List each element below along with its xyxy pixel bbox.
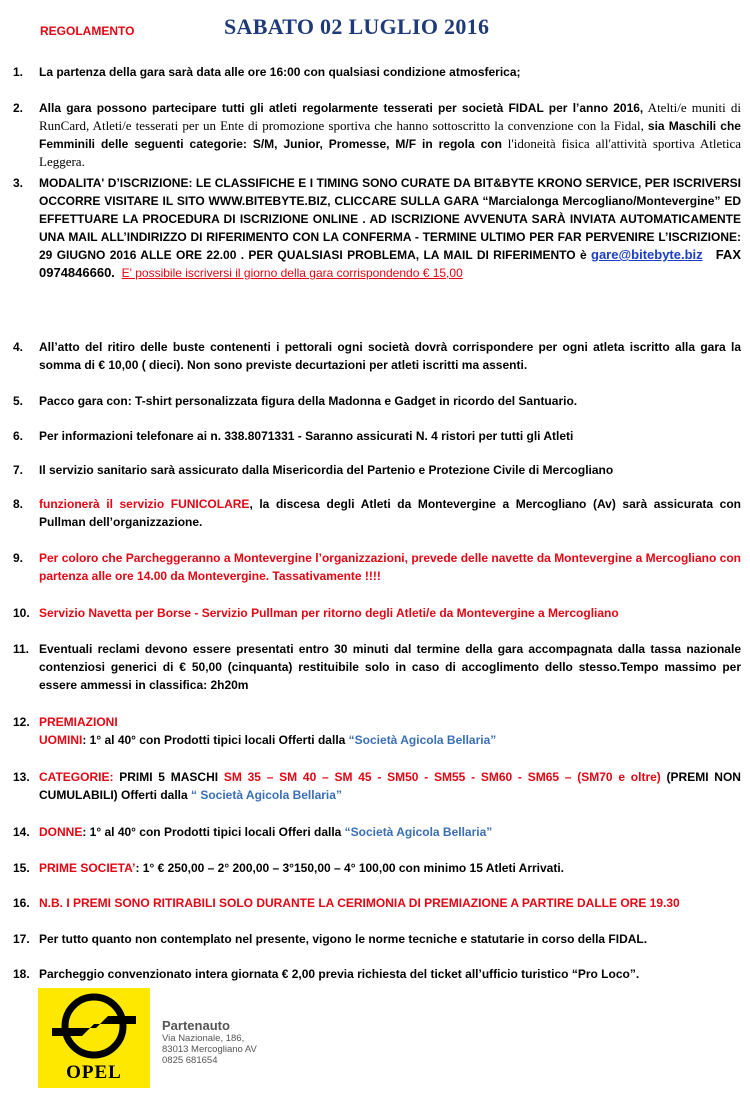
rule-text: All’atto del ritiro delle buste contenenti i pettorali ogni società dovrà corrispondere per ogni atleta iscritto alla gara la somma di € 10,00 ( dieci). Non sono previste decurtazioni per atleti iscritti ma assenti.: [39, 340, 741, 372]
rule-text: Il servizio sanitario sarà assicurato dalla Misericordia del Partenio e Protezione Civile di Mercogliano: [39, 463, 614, 477]
rule-14: [13, 823, 741, 841]
same-day-registration-note: E' possibile iscriversi il giorno della gara corrispondendo € 15,00: [121, 266, 463, 280]
rule-text: MODALITA' D’ISCRIZIONE: LE CLASSIFICHE E I TIMING SONO CURATE DA BIT&BYTE KRONO SERVICE, PER ISCRIVERSI OCCORRE VISITARE IL SITO WWW.BITEBYTE.BIZ, CLICCARE SULLA GARA “Marcialonga Mercogliano/Montevergine” ED EFFETTUARE LA PROCEDURA DI ISCRIZIONE ONLINE . AD ISCRIZIONE AVVENUTA SARÀ INVIATA AUTOMATICAMENTE UNA MAIL ALL’INDIRIZZO DI RIFERIMENTO CON LA CONFERMA - TERMINE ULTIMO PER FAR PERVENIRE L’ISCRIZIONE: 29 GIUGNO 2016 ALLE ORE 22.00 . PER QUALSIASI PROBLEMA, LA MAIL DI RIFERIMENTO è: [39, 176, 741, 262]
rule-10: [13, 604, 741, 622]
rule-7: [13, 461, 741, 479]
opel-logo: [38, 988, 150, 1088]
rule-number: 2.: [13, 101, 24, 115]
rule-number: 10.: [13, 606, 30, 620]
rule-text: Per tutto quanto non contemplato nel presente, vigono le norme tecniche e statutarie in corso della FIDAL.: [39, 932, 648, 946]
rule-text: l'idoneità fisica all'attività sportiva Atletica Leggera.: [39, 136, 741, 169]
sponsor-name: “Società Agicola Bellaria”: [348, 733, 497, 747]
opel-blitz-icon: [38, 988, 150, 1062]
rule-number: 16.: [13, 896, 30, 910]
rule-text: Per informazioni telefonare ai n. 338.8071331 - Saranno assicurati N. 4 ristori per tutti gli Atleti: [39, 429, 574, 443]
dealer-address-1: Via Nazionale, 186,: [162, 1033, 245, 1044]
rule-3: [13, 174, 741, 282]
email-link[interactable]: gare@bitebyte.biz: [591, 247, 703, 262]
rule-text: : 1° al 40° con Prodotti tipici locali Offeri dalla: [82, 825, 345, 839]
rule-16: [13, 894, 741, 912]
rule-number: 4.: [13, 340, 24, 354]
opel-wordmark: OPEL: [66, 1062, 122, 1083]
rule-15: [13, 859, 741, 877]
rule-highlight: Per coloro che Parcheggeranno a Montevergine l’organizzazioni, prevede delle navette da Montevergine a Mercogliano con partenza alle ore 14.00 da Montevergine. Tassativamente !!!!: [39, 551, 741, 583]
rule-2: [13, 99, 741, 171]
women-label: DONNE: [39, 825, 83, 839]
dealer-name: Partenauto: [162, 1018, 230, 1033]
rule-number: 5.: [13, 394, 24, 408]
rule-number: 18.: [13, 967, 30, 981]
sponsor-name: “Società Agicola Bellaria”: [344, 825, 493, 839]
rule-text: sia Maschili che Femminili delle seguenti categorie: S/M, Junior, Promesse, M/F in regola con: [39, 119, 741, 151]
rule-text: PRIMI 5 MASCHI: [113, 770, 224, 784]
men-label: UOMINI: [39, 733, 83, 747]
rule-number: 15.: [13, 861, 30, 875]
societies-label: PRIME SOCIETA’: [39, 861, 136, 875]
dealer-phone: 0825 681654: [162, 1055, 218, 1066]
page-title: SABATO 02 LUGLIO 2016: [224, 14, 490, 39]
rule-number: 17.: [13, 932, 30, 946]
rule-18: [13, 965, 741, 983]
rule-text: : 1° al 40° con Prodotti tipici locali Offerti dalla: [82, 733, 349, 747]
rule-text: Pacco gara con: T-shirt personalizzata figura della Madonna e Gadget in ricordo del Santuario.: [39, 394, 578, 408]
rule-text: Atelti/e muniti di RunCard, Atleti/e tesserati per un Ente di promozione sportiva che hanno sottoscritto la convenzione con la Fidal,: [39, 100, 741, 133]
rule-number: 9.: [13, 551, 24, 565]
regolamento-label: REGOLAMENTO: [40, 24, 135, 38]
rule-number: 13.: [13, 770, 30, 784]
rule-17: [13, 930, 741, 948]
rule-text: Parcheggio convenzionato intera giornata € 2,00 previa richiesta del ticket all’ufficio turistico “Pro Loco”.: [39, 967, 640, 981]
rule-number: 11.: [13, 642, 30, 656]
category-list: SM 35 – SM 40 – SM 45 - SM50 - SM55 - SM60 - SM65 – (SM70 e oltre): [223, 770, 661, 784]
rule-text: Eventuali reclami devono essere presentati entro 30 minuti dal termine della gara accompagnata dalla tassa nazionale contenziosi generici di € 50,00 (cinquanta) restituibile solo in caso di accoglimento dello stesso.Tempo massimo per essere ammessi in classifica: 2h20m: [39, 642, 741, 692]
prizes-heading: PREMIAZIONI: [39, 715, 118, 729]
categories-label: CATEGORIE:: [39, 770, 114, 784]
rule-number: 7.: [13, 463, 24, 477]
rule-text: , la discesa degli Atleti da Montevergine a Mercogliano (Av) sarà assicurata con Pullman dell’organizzazione.: [39, 497, 741, 529]
rule-9: [13, 549, 741, 585]
rule-12: [13, 713, 741, 749]
rule-5: [13, 392, 741, 410]
rule-8: [13, 495, 741, 531]
rule-number: 14.: [13, 825, 30, 839]
rule-number: 3.: [13, 176, 24, 190]
rule-6: [13, 427, 741, 445]
rule-number: 1.: [13, 65, 24, 79]
fax-number: FAX 0974846660.: [39, 247, 741, 280]
sponsor-name: “ Società Agicola Bellaria”: [191, 788, 342, 802]
rule-text: : 1° € 250,00 – 2° 200,00 – 3°150,00 – 4° 100,00 con minimo 15 Atleti Arrivati.: [135, 861, 565, 875]
rule-11: [13, 640, 741, 694]
rule-text: La partenza della gara sarà data alle ore 16:00 con qualsiasi condizione atmosferica;: [39, 65, 521, 79]
rule-4: [13, 338, 741, 374]
rule-1: [13, 63, 741, 81]
rule-text: Alla gara possono partecipare tutti gli atleti regolarmente tesserati per società FIDAL per l’anno 2016,: [39, 101, 644, 115]
rule-number: 12.: [13, 715, 30, 729]
dealer-address-2: 83013 Mercogliano AV: [162, 1044, 257, 1055]
rule-13: [13, 768, 741, 804]
rule-number: 6.: [13, 429, 24, 443]
dealer-info: [162, 1018, 257, 1066]
rule-number: 8.: [13, 497, 24, 511]
rule-highlight: funzionerà il servizio FUNICOLARE: [39, 497, 250, 511]
rule-text: (PREMI NON CUMULABILI) Offerti dalla: [39, 770, 741, 802]
rule-highlight: N.B. I PREMI SONO RITIRABILI SOLO DURANTE LA CERIMONIA DI PREMIAZIONE A PARTIRE DALLE ORE 19.30: [39, 896, 680, 910]
rule-highlight: Servizio Navetta per Borse - Servizio Pullman per ritorno degli Atleti/e da Montevergine a Mercogliano: [39, 606, 619, 620]
